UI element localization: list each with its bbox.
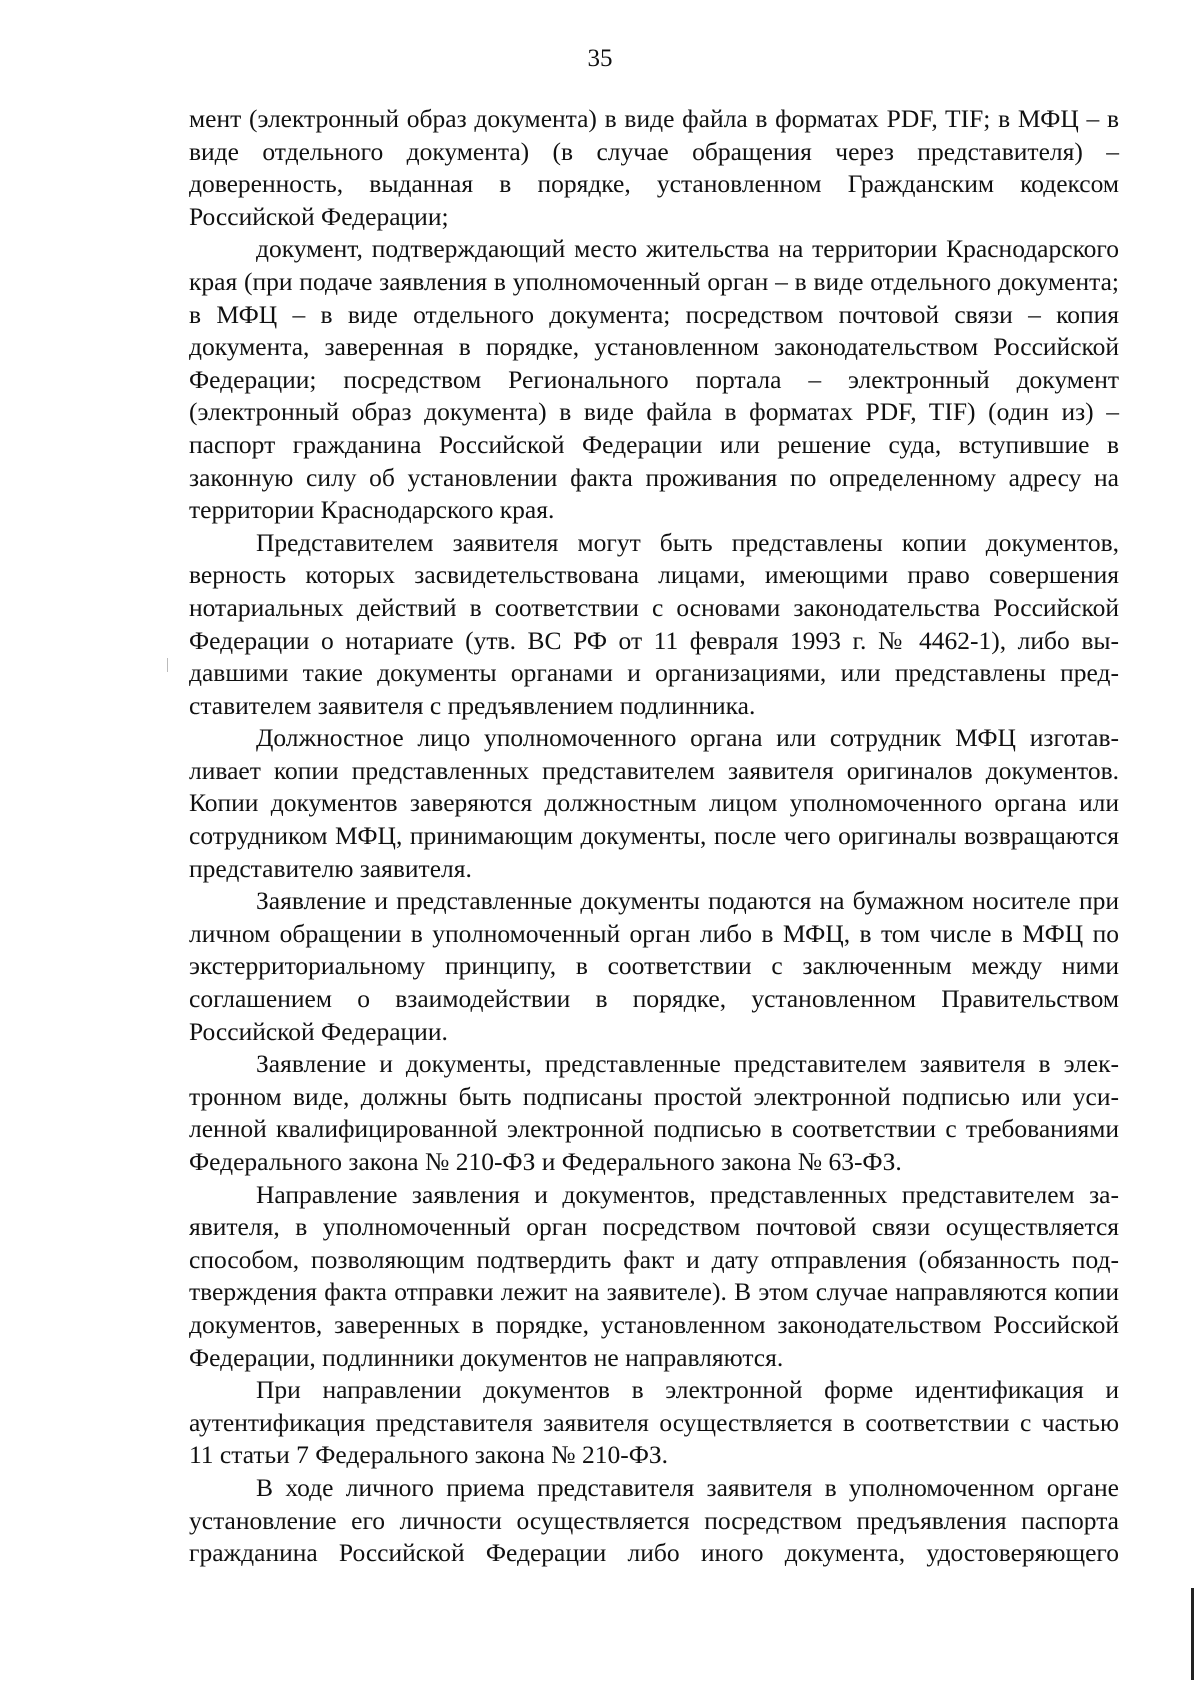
paragraph-continued-from-previous-page: мент (электронный образ документа) в виде файла в форматах PDF, TIF; в МФЦ – в виде отдельного документа) (в случае обращения через представителя) – доверенность, выданная в порядке, установленном Гражданским кодексом Российской Федерации; — [189, 104, 1119, 231]
paragraph-personal-reception: В ходе личного приема представителя заявителя в уполномоченном органе установление его личности осуществляется посредством предъявления паспорта гражданина Российской Федерации либо иного документа, удостоверяющего — [189, 1472, 1119, 1568]
paragraph-electronic-identification: При направлении документов в электронной форме идентификация и аутентификация представителя заявителя осуществляется в соответствии с частью 11 статьи 7 Федерального закона № 210-ФЗ. — [189, 1375, 1119, 1470]
scan-artifact-dot — [167, 658, 168, 672]
paragraph-postal-submission: Направление заявления и документов, представленных представителем заявителя, в уполномоченный орган посредством почтовой связи осуществляется способом, позволяющим подтвердить факт и дату отправления (обязанность подтверждения факта отправки лежит на заявителе). В этом случае направляются копии документов, заверенных в порядке, установленном законодательством Российской Федерации, подлинники документов не направляются. — [189, 1179, 1119, 1372]
paragraph-notarized-copies: Представителем заявителя могут быть представлены копии документов, верность которых засвидетельствована лицами, имеющими право совершения нотариальных действий в соответствии с основами законодательства Российской Федерации о нотариате (утв. ВС РФ от 11 февраля 1993 г. № 4462-1), либо выдавшими такие документы органами и организациями, или представлены представителем заявителя с предъявлением подлинника. — [189, 527, 1119, 720]
paragraph-copies-made-by-official: Должностное лицо уполномоченного органа или сотрудник МФЦ изготавливает копии представленных представителем заявителя оригиналов документов. Копии документов заверяются должностным лицом уполномоченного органа или сотрудником МФЦ, принимающим документы, после чего оригиналы возвращаются представителю заявителя. — [189, 723, 1119, 883]
paragraph-paper-submission: Заявление и представленные документы подаются на бумажном носителе при личном обращении в уполномоченный орган либо в МФЦ, в том числе в МФЦ по экстерриториальному принципу, в соответствии с заключенным между ними соглашением о взаимодействии в порядке, установленном Правительством Российской Федерации. — [189, 886, 1119, 1046]
paragraph-electronic-signature: Заявление и документы, представленные представителем заявителя в электронном виде, должны быть подписаны простой электронной подписью или усиленной квалифицированной электронной подписью в соответствии с требованиями Федерального закона № 210-ФЗ и Федерального закона № 63-ФЗ. — [189, 1049, 1119, 1176]
scan-artifact-edge-mark — [1191, 1588, 1194, 1680]
page-number: 35 — [587, 45, 613, 72]
paragraph-residence-document: документ, подтверждающий место жительства на территории Краснодарского края (при подаче заявления в уполномоченный орган – в виде отдельного документа; в МФЦ – в виде отдельного документа; посредством почтовой связи – копия документа, заверенная в порядке, установленном законодательством Российской Федерации; посредством Регионального портала – электронный документ (электронный образ документа) в виде файла в форматах PDF, TIF) (один из) – паспорт гражданина Российской Федерации или решение суда, вступившие в законную силу об установлении факта проживания по определенному адресу на территории Краснодарского края. — [189, 234, 1119, 525]
document-body — [189, 103, 1119, 1570]
